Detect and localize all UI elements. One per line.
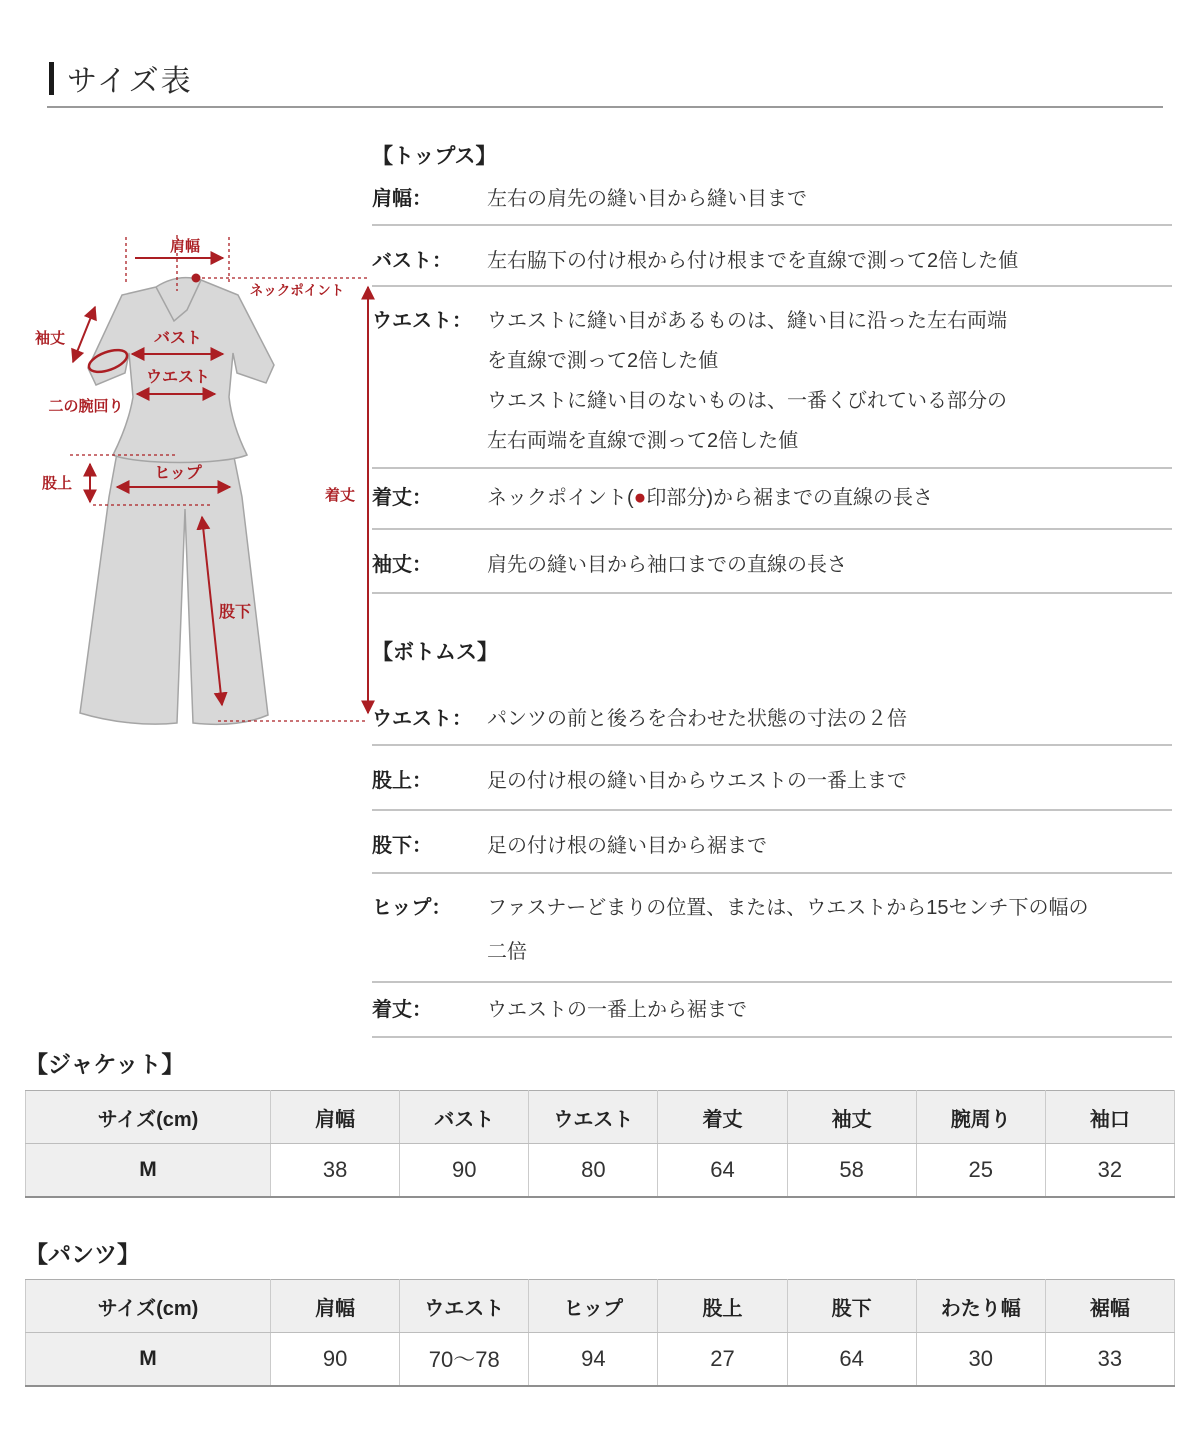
col-header: 着丈 xyxy=(658,1091,787,1144)
def-row-body-length-tops xyxy=(372,469,1172,530)
label-upper-arm: 二の腕回り xyxy=(48,398,124,415)
value-cell: 94 xyxy=(529,1333,658,1386)
jacket-size-row xyxy=(26,1144,1175,1197)
def-desc-line: 左右両端を直線で測って2倍した値 xyxy=(487,430,799,452)
def-row-rise xyxy=(372,746,1172,811)
value-cell: 90 xyxy=(400,1144,529,1197)
def-label: バスト： xyxy=(372,250,452,272)
def-desc-prefix: ネックポイント( xyxy=(487,487,634,509)
size-diagram xyxy=(25,225,395,765)
def-desc: 肩先の縫い目から袖口までの直線の長さ xyxy=(487,554,847,576)
def-label: ウエスト： xyxy=(372,708,472,730)
label-neck-point: ネックポイント xyxy=(249,283,345,298)
col-header: ウエスト xyxy=(529,1091,658,1144)
value-cell: 38 xyxy=(271,1144,400,1197)
value-cell: 27 xyxy=(658,1333,787,1386)
value-cell: 90 xyxy=(271,1333,400,1386)
pants-header-row xyxy=(26,1280,1175,1333)
garment-pants xyxy=(80,452,268,724)
def-desc: ウエストの一番上から裾まで xyxy=(487,999,747,1021)
def-row-body-length-bottoms xyxy=(372,983,1172,1038)
value-cell: 70〜78 xyxy=(400,1333,529,1386)
def-row-shoulder xyxy=(372,170,1172,226)
value-cell: 80 xyxy=(529,1144,658,1197)
def-desc-line: ウエストに縫い目のないものは、一番くびれている部分の xyxy=(487,390,1007,412)
label-hip: ヒップ xyxy=(154,465,202,482)
def-label: ヒップ： xyxy=(372,897,452,919)
col-header: 袖丈 xyxy=(787,1091,916,1144)
size-name-cell: M xyxy=(26,1333,271,1386)
col-header: バスト xyxy=(400,1091,529,1144)
title-accent-bar xyxy=(49,62,54,95)
def-row-waist-tops xyxy=(372,287,1172,469)
label-inseam: 股下 xyxy=(218,604,252,621)
page-title: サイズ表 xyxy=(67,65,193,98)
def-desc: 足の付け根の縫い目から裾まで xyxy=(487,835,767,857)
col-header: ヒップ xyxy=(529,1280,658,1333)
col-header: 袖口 xyxy=(1045,1091,1174,1144)
col-header: サイズ(cm) xyxy=(26,1280,271,1333)
def-desc: 足の付け根の縫い目からウエストの一番上まで xyxy=(487,770,907,792)
value-cell: 64 xyxy=(787,1333,916,1386)
label-shoulder-width: 肩幅 xyxy=(169,238,201,255)
def-desc: 左右脇下の付け根から付け根までを直線で測って2倍した値 xyxy=(487,250,1019,272)
title-divider xyxy=(47,106,1163,108)
def-row-inseam xyxy=(372,811,1172,874)
value-cell: 32 xyxy=(1045,1144,1174,1197)
col-header: サイズ(cm) xyxy=(26,1091,271,1144)
col-header: 股下 xyxy=(787,1280,916,1333)
pants-size-row xyxy=(26,1333,1175,1386)
pants-table-heading: 【パンツ】 xyxy=(25,1241,140,1267)
label-body-length: 着丈 xyxy=(324,487,356,504)
def-desc: パンツの前と後ろを合わせた状態の寸法の２倍 xyxy=(487,708,907,730)
col-header: 肩幅 xyxy=(271,1280,400,1333)
label-waist: ウエスト xyxy=(145,369,211,386)
value-cell: 64 xyxy=(658,1144,787,1197)
def-row-hip xyxy=(372,874,1172,983)
page-title-block xyxy=(49,56,193,100)
pants-size-table xyxy=(25,1279,1175,1387)
tops-heading: 【トップス】 xyxy=(372,145,497,168)
def-label: 着丈： xyxy=(372,999,432,1021)
def-desc xyxy=(487,485,1172,511)
def-desc: 左右の肩先の縫い目から縫い目まで xyxy=(487,188,807,210)
label-bust: バスト xyxy=(153,330,203,347)
def-desc-line: ウエストに縫い目があるものは、縫い目に沿った左右両端 xyxy=(487,310,1007,332)
label-rise: 股上 xyxy=(41,475,73,492)
def-desc xyxy=(487,301,1172,461)
value-cell: 58 xyxy=(787,1144,916,1197)
col-header: 裾幅 xyxy=(1045,1280,1174,1333)
def-row-sleeve xyxy=(372,530,1172,594)
jacket-table-heading: 【ジャケット】 xyxy=(25,1051,185,1077)
def-label: 着丈： xyxy=(372,487,432,509)
def-desc-suffix: 印部分)から裾までの直線の長さ xyxy=(646,487,934,509)
jacket-header-row xyxy=(26,1091,1175,1144)
label-sleeve-length: 袖丈 xyxy=(34,330,66,347)
def-desc-line: を直線で測って2倍した値 xyxy=(487,350,719,372)
col-header: わたり幅 xyxy=(916,1280,1045,1333)
jacket-size-table xyxy=(25,1090,1175,1198)
col-header: 股上 xyxy=(658,1280,787,1333)
bottoms-heading: 【ボトムス】 xyxy=(372,641,498,664)
def-label: 袖丈： xyxy=(372,554,432,576)
def-label: 股下： xyxy=(372,835,432,857)
definitions-column xyxy=(372,140,1172,1038)
col-header: 腕周り xyxy=(916,1091,1045,1144)
def-desc xyxy=(487,886,1172,974)
def-label: ウエスト： xyxy=(372,310,472,332)
def-label: 股上： xyxy=(372,770,432,792)
def-row-bust xyxy=(372,226,1172,287)
value-cell: 33 xyxy=(1045,1333,1174,1386)
size-name-cell: M xyxy=(26,1144,271,1197)
def-label: 肩幅： xyxy=(372,188,432,210)
col-header: 肩幅 xyxy=(271,1091,400,1144)
value-cell: 30 xyxy=(916,1333,1045,1386)
def-desc-line: ファスナーどまりの位置、または、ウエストから15センチ下の幅の xyxy=(487,897,1089,919)
neck-point-mark: ● xyxy=(633,486,647,509)
def-row-waist-bottoms xyxy=(372,695,1172,746)
col-header: ウエスト xyxy=(400,1280,529,1333)
def-desc-line: 二倍 xyxy=(487,941,527,963)
sleeve-length-arrow xyxy=(73,307,95,362)
value-cell: 25 xyxy=(916,1144,1045,1197)
